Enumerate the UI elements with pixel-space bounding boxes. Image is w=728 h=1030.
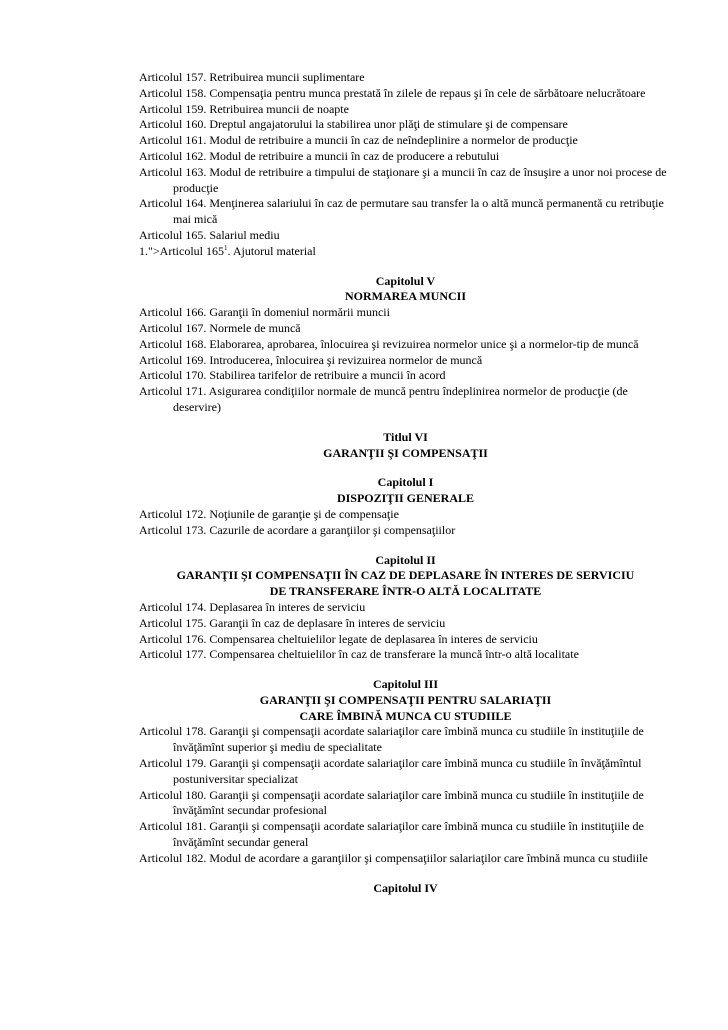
chapter-1-label: Capitolul I [377, 475, 434, 490]
entry-suffix: . Ajutorul material [227, 243, 316, 258]
list-item: Articolul 174. Deplasarea în interes de serviciu [139, 599, 366, 614]
list-item: Articolul 170. Stabilirea tarifelor de retribuire a muncii în acord [139, 368, 446, 383]
title-6-label: Titlul VI [383, 429, 428, 444]
chapter-4-label: Capitolul IV [373, 880, 438, 895]
list-item: Articolul 166. Garanţii în domeniul normării muncii [139, 305, 390, 320]
article-list-block1 [139, 70, 672, 260]
article-list-chapter1 [139, 507, 672, 539]
list-item: Articolul 160. Dreptul angajatorului la stabilirea unor plăţi de stimulare şi de compensare [139, 117, 568, 132]
list-item: Articolul 164. Menţinerea salariului în caz de permutare sau transfer la o altă muncă permanentă cu retribuţie mai mică [139, 196, 664, 227]
list-item: Articolul 167. Normele de muncă [139, 320, 301, 335]
list-item: Articolul 157. Retribuirea muncii suplimentare [139, 70, 365, 84]
chapter-5-title: NORMAREA MUNCII [345, 289, 466, 304]
article-list-chapter3 [139, 724, 672, 866]
list-item-165-1 [139, 244, 672, 260]
list-item: Articolul 171. Asigurarea condiţiilor normale de muncă pentru îndeplinirea normelor de producţie (de deservire) [139, 384, 628, 414]
list-item: Articolul 179. Garanţii şi compensaţii acordate salariaţilor care îmbină munca cu studiile în învăţămîntul postuniversitar specializat [139, 756, 642, 786]
list-item: Articolul 163. Modul de retribuire a timpului de staţionare şi a muncii în caz de însuşire a unor noi procese de producţie [139, 164, 667, 195]
chapter-2-title-line1: GARANŢII ŞI COMPENSAŢII ÎN CAZ DE DEPLASARE ÎN INTERES DE SERVICIU [176, 568, 635, 583]
entry-prefix: 1.">Articolul 165 [139, 243, 224, 258]
list-item: Articolul 159. Retribuirea muncii de noapte [139, 101, 349, 116]
list-item: Articolul 165. Salariul mediu [139, 227, 280, 242]
article-list-chapter5 [139, 305, 672, 416]
list-item: Articolul 172. Noţiunile de garanţie şi de compensaţie [139, 506, 399, 521]
list-item: Articolul 158. Compensaţia pentru munca prestată în zilele de repaus şi în cele de sărbătoare nelucrătoare [139, 85, 646, 100]
list-item: Articolul 162. Modul de retribuire a muncii în caz de producere a rebutului [139, 148, 500, 163]
list-item: Articolul 176. Compensarea cheltuielilor legate de deplasarea în interes de serviciu [139, 631, 538, 646]
chapter-3-label: Capitolul III [372, 677, 439, 692]
list-item: Articolul 178. Garanţii şi compensaţii acordate salariaţilor care îmbină munca cu studiile în instituţiile de învăţămînt superior şi mediu de specialitate [139, 724, 644, 755]
list-item: Articolul 169. Introducerea, înlocuirea şi revizuirea normelor de muncă [139, 352, 483, 367]
list-item: Articolul 161. Modul de retribuire a muncii în caz de neîndeplinire a normelor de producţie [139, 133, 578, 148]
title-6-title: GARANŢII ŞI COMPENSAŢII [323, 445, 488, 460]
chapter-3-title-line1: GARANŢII ŞI COMPENSAŢII PENTRU SALARIAŢII [259, 692, 552, 707]
chapter-2-title-line2: DE TRANSFERARE ÎNTR-O ALTĂ LOCALITATE [269, 584, 542, 599]
list-item: Articolul 180. Garanţii şi compensaţii acordate salariaţilor care îmbină munca cu studiile în instituţiile de învăţămînt secundar profesional [139, 787, 644, 818]
list-item: Articolul 173. Cazurile de acordare a garanţiilor şi compensaţiilor [139, 522, 456, 537]
chapter-3-title-line2: CARE ÎMBINĂ MUNCA CU STUDIILE [299, 708, 512, 723]
entry-superscript: 1 [224, 243, 228, 252]
chapter-1-title: DISPOZIŢII GENERALE [336, 491, 475, 506]
article-list-chapter2 [139, 600, 672, 663]
list-item: Articolul 175. Garanţii în caz de deplasare în interes de serviciu [139, 615, 446, 630]
list-item: Articolul 182. Modul de acordare a garanţiilor şi compensaţiilor salariaţilor care îmbină munca cu studiile [139, 850, 648, 865]
list-item: Articolul 181. Garanţii şi compensaţii acordate salariaţilor care îmbină munca cu studiile în instituţiile de învăţămînt secundar general [139, 819, 644, 850]
list-item: Articolul 177. Compensarea cheltuielilor în caz de transferare la muncă într-o altă localitate [139, 647, 579, 662]
chapter-5-label: Capitolul V [375, 273, 436, 288]
list-item: Articolul 168. Elaborarea, aprobarea, înlocuirea şi revizuirea normelor unice şi a normelor-tip de muncă [139, 336, 639, 351]
chapter-2-label: Capitolul II [375, 552, 436, 567]
